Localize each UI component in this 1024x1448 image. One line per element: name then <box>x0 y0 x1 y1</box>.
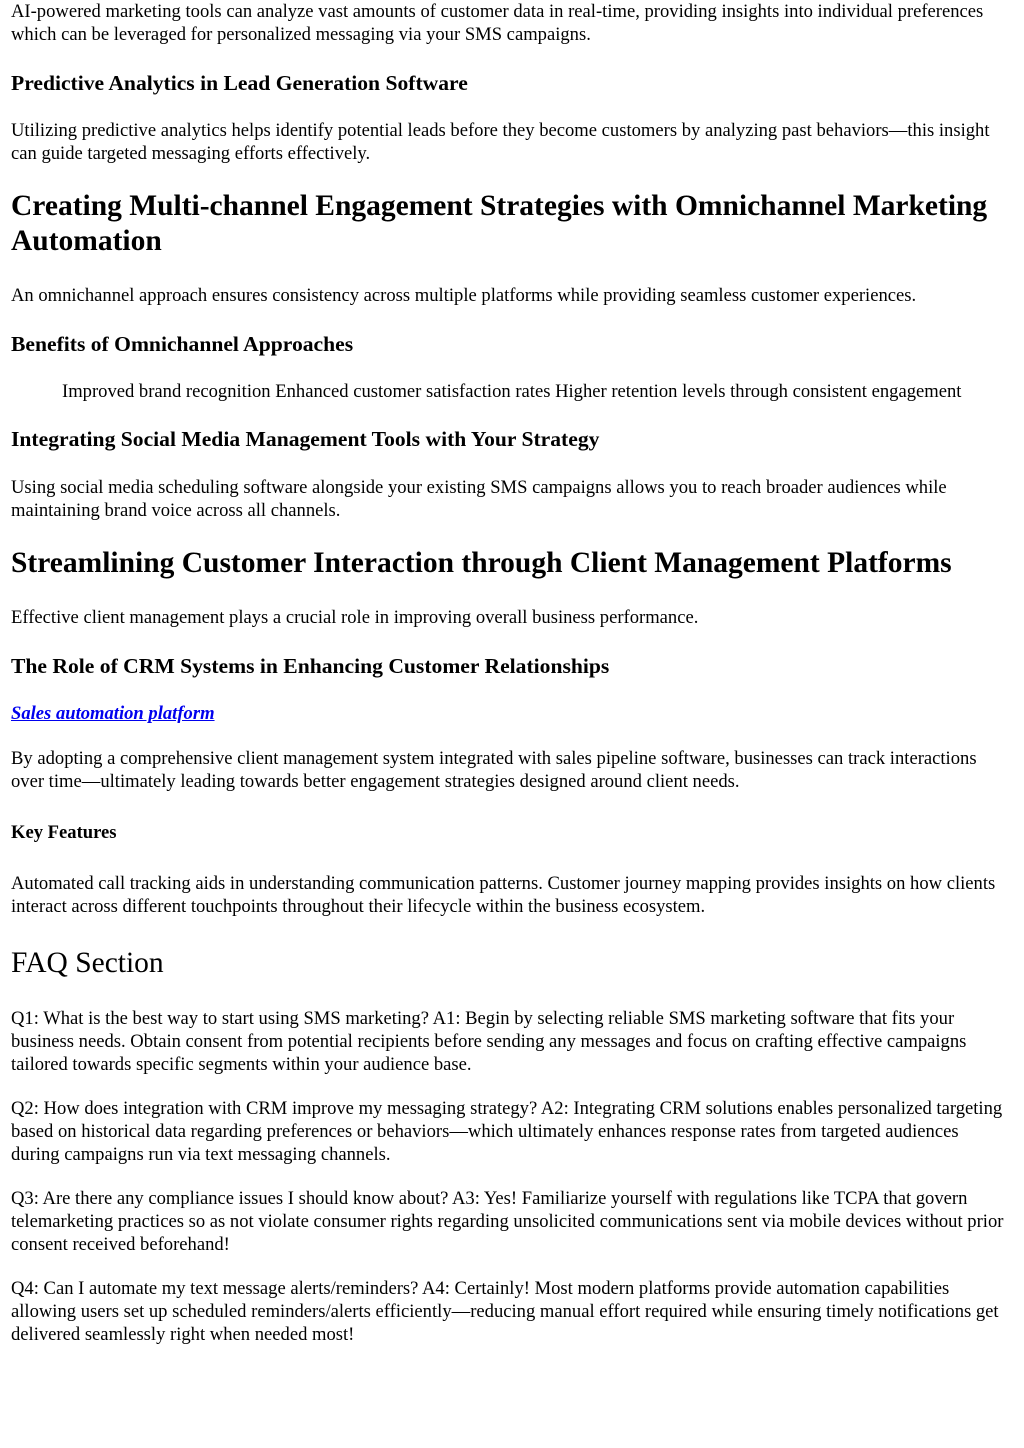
heading-streamlining: Streamlining Customer Interaction through Client Management Platforms <box>11 547 952 579</box>
client-management-paragraph: Effective client management plays a crucial role in improving overall business performance. <box>11 607 699 628</box>
faq-item: Q1: What is the best way to start using SMS marketing? A1: Begin by selecting reliable SMS marketing software that fits your business needs. Obtain consent from potential recipients before sending any messages and focus on crafting effective campaigns tailored towards specific segments within your audience base. <box>11 1008 967 1075</box>
sales-link-paragraph <box>11 702 1011 725</box>
faq-item: Q3: Are there any compliance issues I should know about? A3: Yes! Familiarize yourself with regulations like TCPA that govern telemarketing practices so as not violate consumer rights regarding unsolicited communications sent via mobile devices without prior consent received beforehand! <box>11 1188 1004 1255</box>
faq-item: Q2: How does integration with CRM improve my messaging strategy? A2: Integrating CRM solutions enables personalized targeting based on historical data regarding preferences or behaviors—which ultimately enhances response rates from targeted audiences during campaigns run via text messaging channels. <box>11 1098 1003 1165</box>
heading-benefits: Benefits of Omnichannel Approaches <box>11 332 354 356</box>
heading-predictive-analytics: Predictive Analytics in Lead Generation Software <box>11 71 468 95</box>
predictive-paragraph: Utilizing predictive analytics helps identify potential leads before they become customers by analyzing past behaviors—this insight can guide targeted messaging efforts effectively. <box>11 120 990 164</box>
key-features-paragraph: Automated call tracking aids in understanding communication patterns. Customer journey mapping provides insights on how clients interact across different touchpoints throughout their lifecycle within the business ecosystem. <box>11 873 996 917</box>
omnichannel-paragraph: An omnichannel approach ensures consistency across multiple platforms while providing seamless customer experiences. <box>11 285 917 306</box>
heading-key-features: Key Features <box>11 822 117 843</box>
intro-paragraph: AI-powered marketing tools can analyze vast amounts of customer data in real-time, providing insights into individual preferences which can be leveraged for personalized messaging via your SMS campaigns. <box>11 1 984 45</box>
benefits-blockquote: Improved brand recognition Enhanced customer satisfaction rates Higher retention levels through consistent engagement <box>62 381 962 402</box>
sales-automation-link[interactable]: Sales automation platform <box>11 703 215 724</box>
social-paragraph: Using social media scheduling software alongside your existing SMS campaigns allows you to reach broader audiences while maintaining brand voice across all channels. <box>11 477 947 521</box>
heading-social-media: Integrating Social Media Management Tools with Your Strategy <box>11 427 600 451</box>
adopting-paragraph: By adopting a comprehensive client management system integrated with sales pipeline software, businesses can track interactions over time—ultimately leading towards better engagement strategies designed around client needs. <box>11 748 977 792</box>
faq-item: Q4: Can I automate my text message alerts/reminders? A4: Certainly! Most modern platforms provide automation capabilities allowing users set up scheduled reminders/alerts efficiently—reducing manual effort required while ensuring timely notifications get delivered seamlessly right when needed most! <box>11 1278 999 1345</box>
heading-multichannel: Creating Multi-channel Engagement Strategies with Omnichannel Marketing Automation <box>11 190 988 257</box>
heading-faq: FAQ Section <box>11 947 164 979</box>
heading-crm-role: The Role of CRM Systems in Enhancing Customer Relationships <box>11 654 610 678</box>
